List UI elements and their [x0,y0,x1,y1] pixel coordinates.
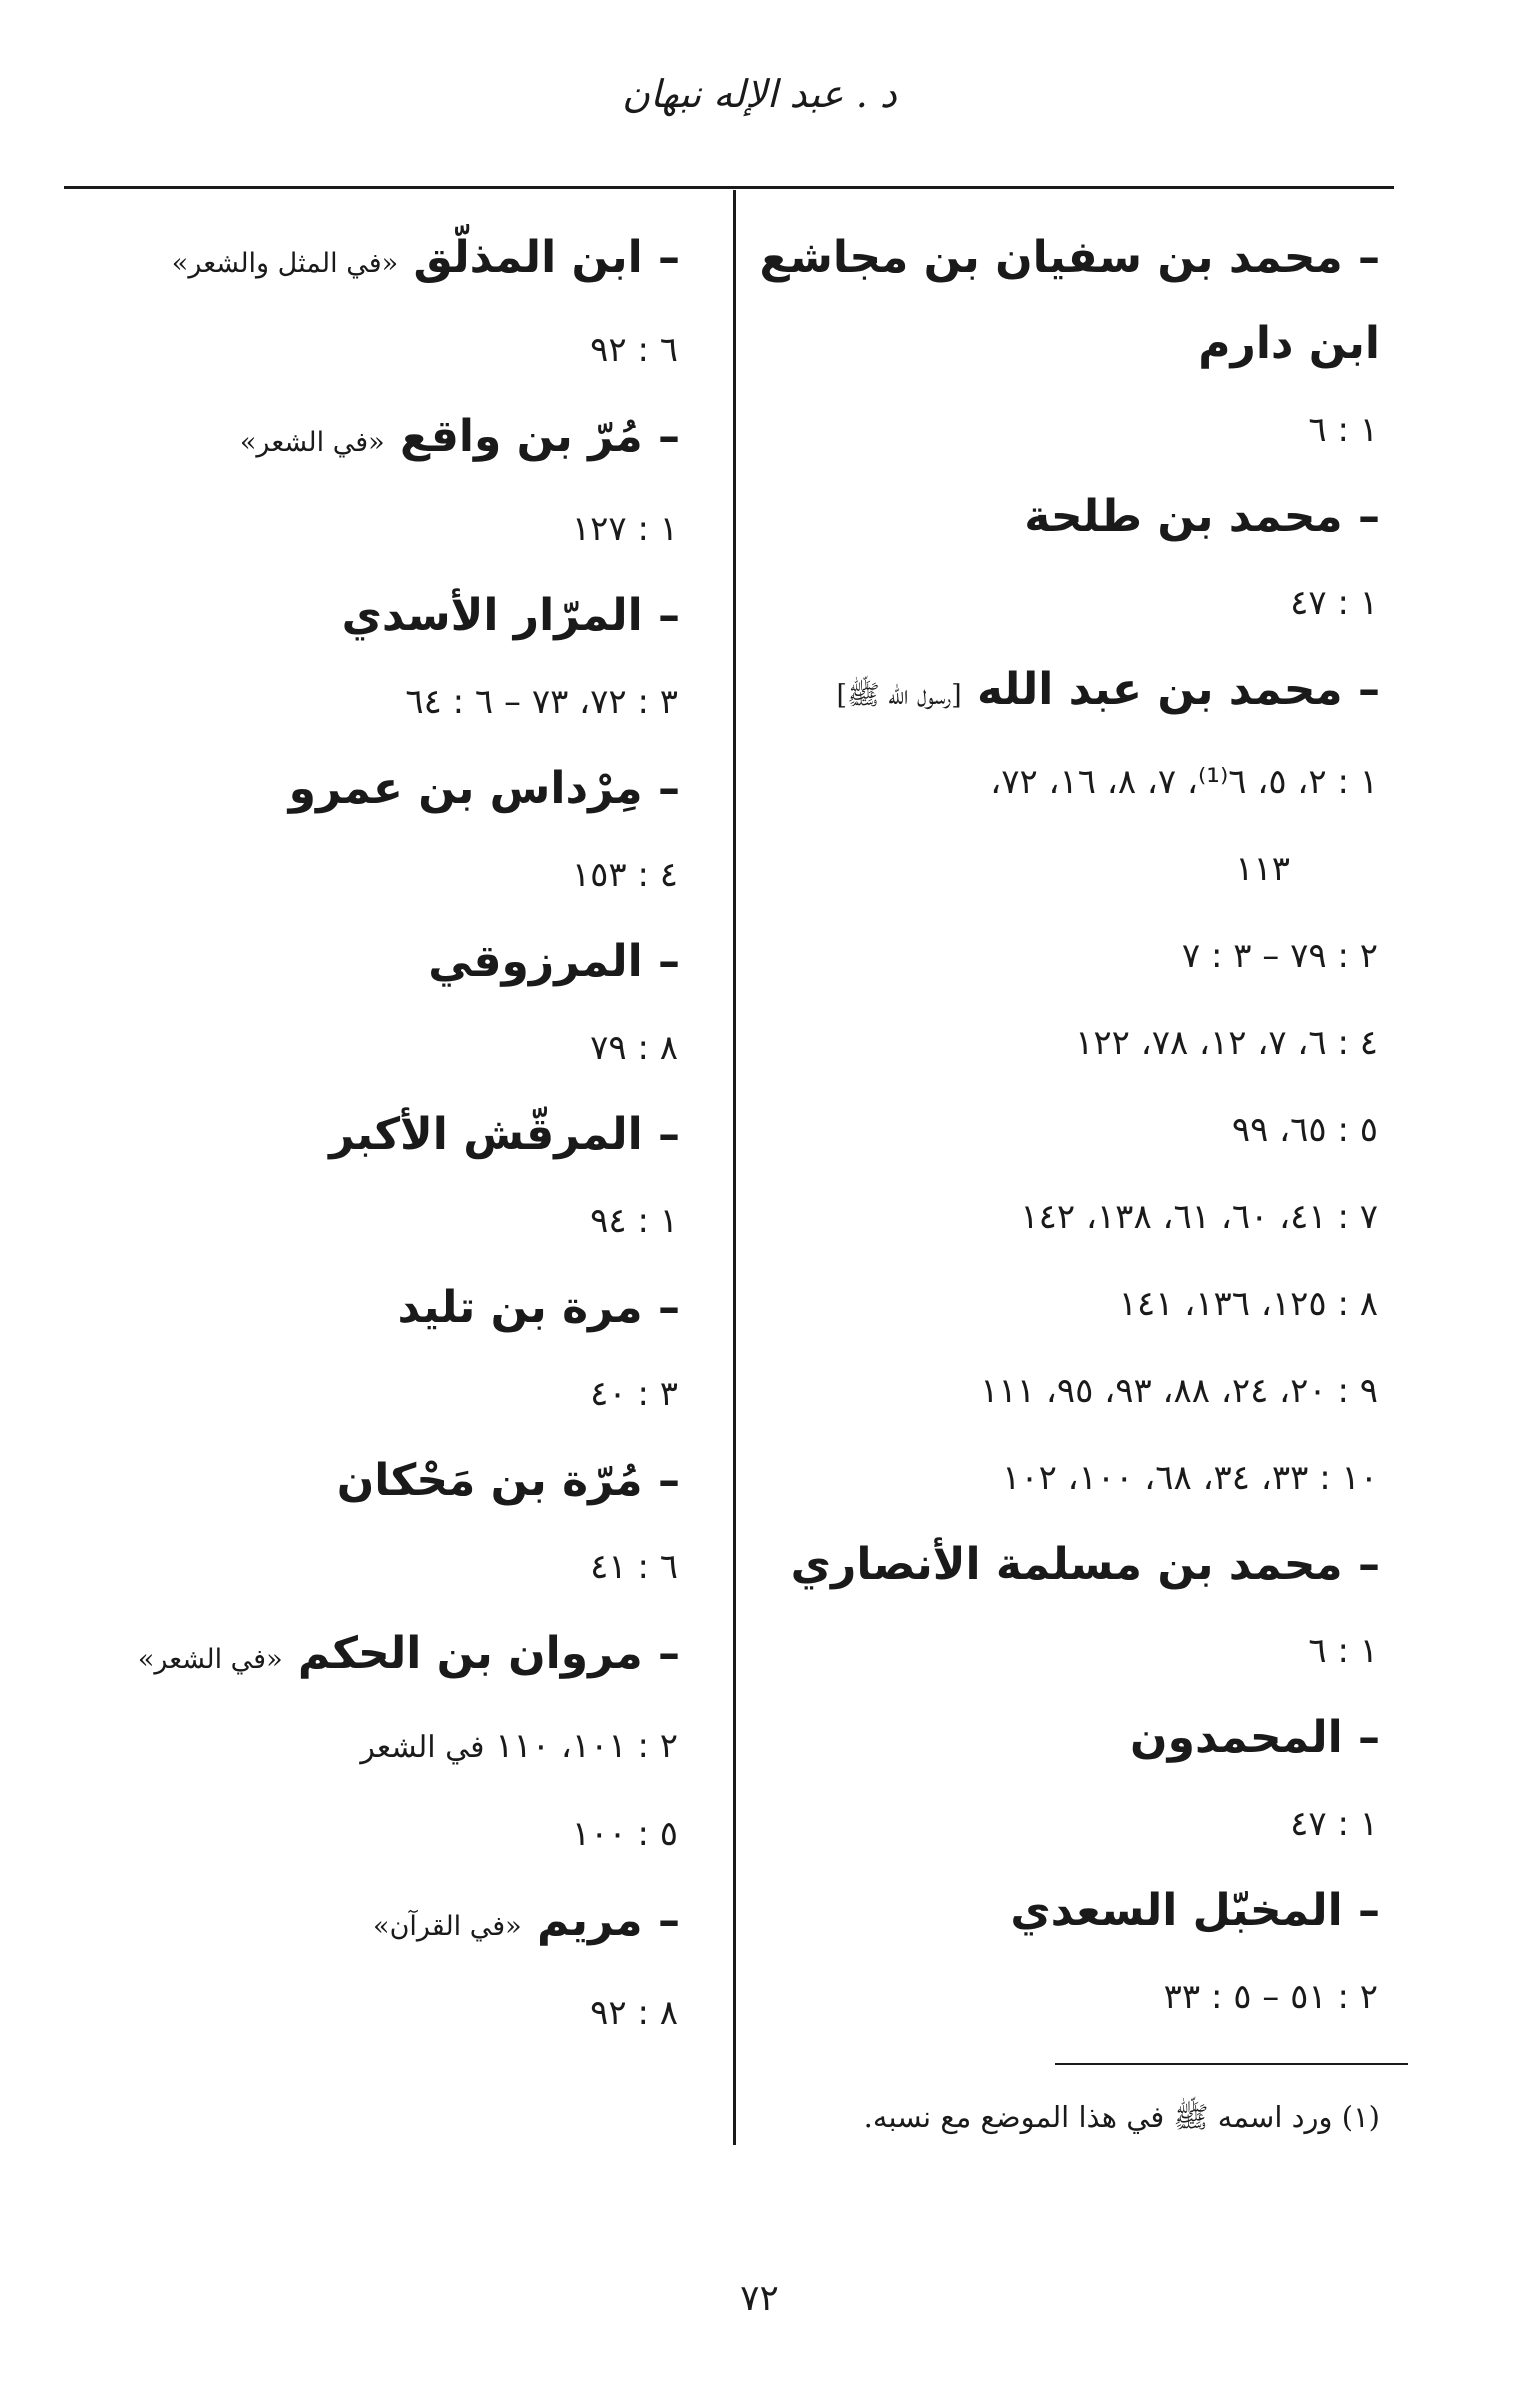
index-entry-reference [770,1954,1380,2041]
column-divider [733,190,736,2145]
reference-text: ١ : ٩٤ [590,1201,678,1241]
index-entry-name [140,215,680,307]
index-entry-reference [140,1178,680,1265]
index-entry-reference [140,1703,680,1791]
footnote: (١) ورد اسمه ﷺ في هذا الموضع مع نسبه. [863,2100,1380,2134]
reference-text: ٣ : ٤٠ [590,1374,678,1414]
entry-name-text: ابن دارم [1198,318,1380,369]
index-entry-name [140,1878,680,1970]
index-entry-reference [140,832,680,919]
index-entry-reference [140,659,680,746]
index-entry-reference [770,1261,1380,1348]
index-entry-reference [770,1435,1380,1522]
footnote-rule [1055,2063,1408,2065]
entry-note: «في القرآن» [373,1911,522,1942]
page-number: ٧٢ [740,2278,779,2319]
header-rule [64,186,1394,189]
index-entry-name [759,215,1380,301]
index-entry-name [770,1522,1380,1608]
reference-text: ١ : ٤٧ [1290,583,1378,623]
index-entry-name [140,573,680,659]
reference-text: ٣ : ٧٢، ٧٣ – ٦ : ٦٤ [405,682,678,722]
index-column-left [137,215,680,2057]
index-entry-reference [770,1000,1380,1087]
index-entry-name [770,301,1380,387]
running-header: د . عبد الإله نبهان [622,72,897,116]
entry-note: «في الشعر» [239,427,385,458]
index-entry-reference [140,1791,680,1878]
reference-text: ١١٣ [1235,849,1290,889]
index-entry-name [770,1695,1380,1781]
index-entry-reference [770,739,1380,826]
index-entry-name [140,1265,680,1351]
entry-name-text: – محمد بن طلحة [1024,491,1380,542]
index-entry-name [140,394,680,486]
entry-name-text: – مرة بن تليد [397,1282,680,1333]
reference-text: ٨ : ٧٩ [590,1028,678,1068]
index-entry-reference [140,486,680,573]
index-entry-reference [770,826,1380,913]
reference-text: ١ : ٦ [1308,410,1378,450]
index-entry-name [140,746,680,832]
entry-name-text: – المرزوقي [428,936,680,987]
index-entry-name [770,474,1380,560]
index-entry-reference [140,1524,680,1611]
reference-text: ١ : ٤٧ [1290,1804,1378,1844]
index-entry-reference [770,913,1380,1000]
index-entry-reference [770,560,1380,647]
index-entry-name [140,919,680,1005]
entry-name-text: – محمد بن عبد الله [977,664,1380,715]
reference-text: ٥ : ٦٥، ٩٩ [1231,1110,1378,1150]
index-entry-reference [770,387,1380,474]
entry-name-text: – المرقّش الأكبر [329,1109,680,1160]
entry-name-text: – مروان بن الحكم [297,1628,680,1679]
entry-note: «في المثل والشعر» [171,248,399,279]
index-entry-name [137,1611,680,1703]
index-entry-name [140,1438,680,1524]
entry-name-text: – مِرْداس بن عمرو [288,763,680,814]
entry-name-text: – مريم [537,1895,680,1946]
index-entry-name [140,1092,680,1178]
reference-text: ٢ : ٧٩ – ٣ : ٧ [1181,936,1378,976]
entry-name-text: – محمد بن مسلمة الأنصاري [790,1539,1380,1590]
index-entry-name [770,647,1380,739]
entry-note: «في الشعر» [137,1644,283,1675]
index-entry-name [770,1868,1380,1954]
entry-name-text: – ابن المذلّق [413,232,680,283]
reference-text: ١ : ١٢٧ [571,509,678,549]
reference-text: ٢ : ٥١ – ٥ : ٣٣ [1163,1977,1378,2017]
index-entry-reference [770,1174,1380,1261]
reference-text: ٥ : ١٠٠ [571,1814,678,1854]
reference-text: ٨ : ٩٢ [590,1993,678,2033]
reference-text: ٧ : ٤١، ٦٠، ٦١، ١٣٨، ١٤٢ [1020,1197,1378,1237]
index-entry-reference [140,1005,680,1092]
entry-name-text: – المحمدون [1130,1712,1380,1763]
entry-name-text: – مُرّ بن واقع [400,411,680,462]
entry-note: [رسول الله ﷺ] [836,680,962,711]
index-entry-reference [770,1348,1380,1435]
reference-text: ١ : ٢، ٥، ٦⁽¹⁾، ٧، ٨، ١٦، ٧٢، [990,762,1378,802]
reference-text: ٦ : ٩٢ [590,330,678,370]
reference-text: ٨ : ١٢٥، ١٣٦، ١٤١ [1118,1284,1378,1324]
index-entry-reference [140,1351,680,1438]
index-entry-reference [770,1087,1380,1174]
reference-text: ٤ : ١٥٣ [571,855,678,895]
index-entry-reference [140,1970,680,2057]
index-column-right [759,215,1380,2041]
entry-name-text: – مُرّة بن مَحْكان [336,1455,680,1506]
reference-text: ٤ : ٦، ٧، ١٢، ٧٨، ١٢٢ [1075,1023,1378,1063]
entry-name-text: – المرّار الأسدي [341,590,680,641]
index-entry-reference [770,1781,1380,1868]
entry-name-text: – محمد بن سفيان بن مجاشع [759,232,1380,283]
index-entry-reference [140,307,680,394]
reference-text: ٢ : ١٠١، ١١٠ [495,1726,678,1766]
index-entry-reference [770,1608,1380,1695]
reference-text: ٦ : ٤١ [590,1547,678,1587]
reference-note: في الشعر [360,1730,485,1765]
reference-text: ١٠ : ٣٣، ٣٤، ٦٨، ١٠٠، ١٠٢ [1002,1458,1378,1498]
reference-text: ١ : ٦ [1308,1631,1378,1671]
reference-text: ٩ : ٢٠، ٢٤، ٨٨، ٩٣، ٩٥، ١١١ [980,1371,1378,1411]
entry-name-text: – المخبّل السعدي [1010,1885,1380,1936]
